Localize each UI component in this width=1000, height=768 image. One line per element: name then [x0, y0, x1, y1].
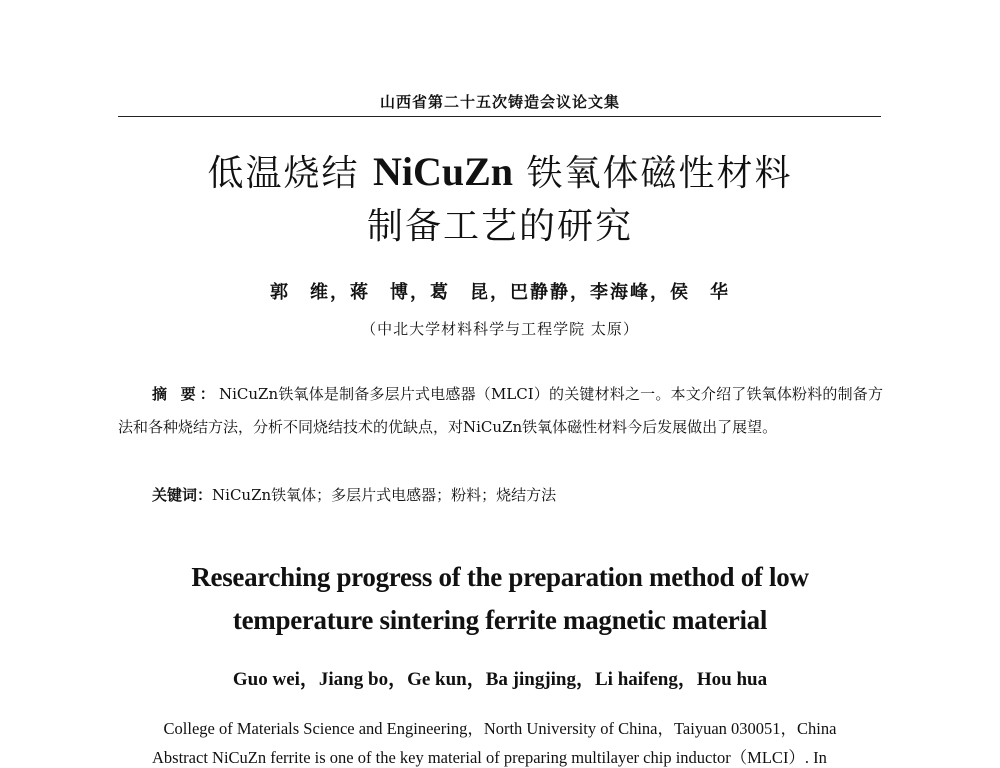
english-title-line-2: temperature sintering ferrite magnetic material [232, 605, 768, 635]
chinese-title-pre: 低温烧结 [207, 153, 373, 194]
keywords-label: 关键词： [152, 486, 213, 504]
chinese-title-line-1 [0, 145, 1000, 196]
chinese-title-bold: NiCuZn [372, 149, 514, 194]
english-abstract-partial: Abstract NiCuZn ferrite is one of the key material of preparing multilayer chip inductor（MLCI）. In [152, 748, 827, 767]
header-rule [118, 116, 881, 117]
english-authors: Guo wei，Jiang bo，Ge kun，Ba jingjing，Li haifeng，Hou hua [232, 669, 768, 690]
abstract-label: 摘 要： [152, 385, 219, 403]
journal-header: 山西省第二十五次铸造会议论文集 [379, 93, 620, 111]
abstract-text: NiCuZn铁氧体是制备多层片式电感器（MLCI）的关键材料之一。本文介绍了铁氧体粉料的制备方法和各种烧结方法，分析不同烧结技术的优缺点，对NiCuZn铁氧体磁性材料今后发展做出了展望。 [118, 385, 883, 436]
english-title-line-1: Researching progress of the preparation method of low [191, 562, 809, 592]
chinese-title-post: 铁氧体磁性材料 [513, 153, 793, 194]
english-affiliation: College of Materials Science and Engineering，North University of China，Taiyuan 030051，China [163, 719, 837, 738]
chinese-authors: 郭 维，蒋 博，葛 昆，巴静静，李海峰，侯 华 [270, 282, 730, 303]
chinese-affiliation: （中北大学材料科学与工程学院 太原） [361, 320, 639, 338]
chinese-abstract [118, 378, 883, 444]
keywords-text: NiCuZn铁氧体；多层片式电感器；粉料；烧结方法 [212, 486, 557, 504]
chinese-title-line-2: 制备工艺的研究 [366, 206, 633, 247]
chinese-keywords [152, 484, 556, 505]
